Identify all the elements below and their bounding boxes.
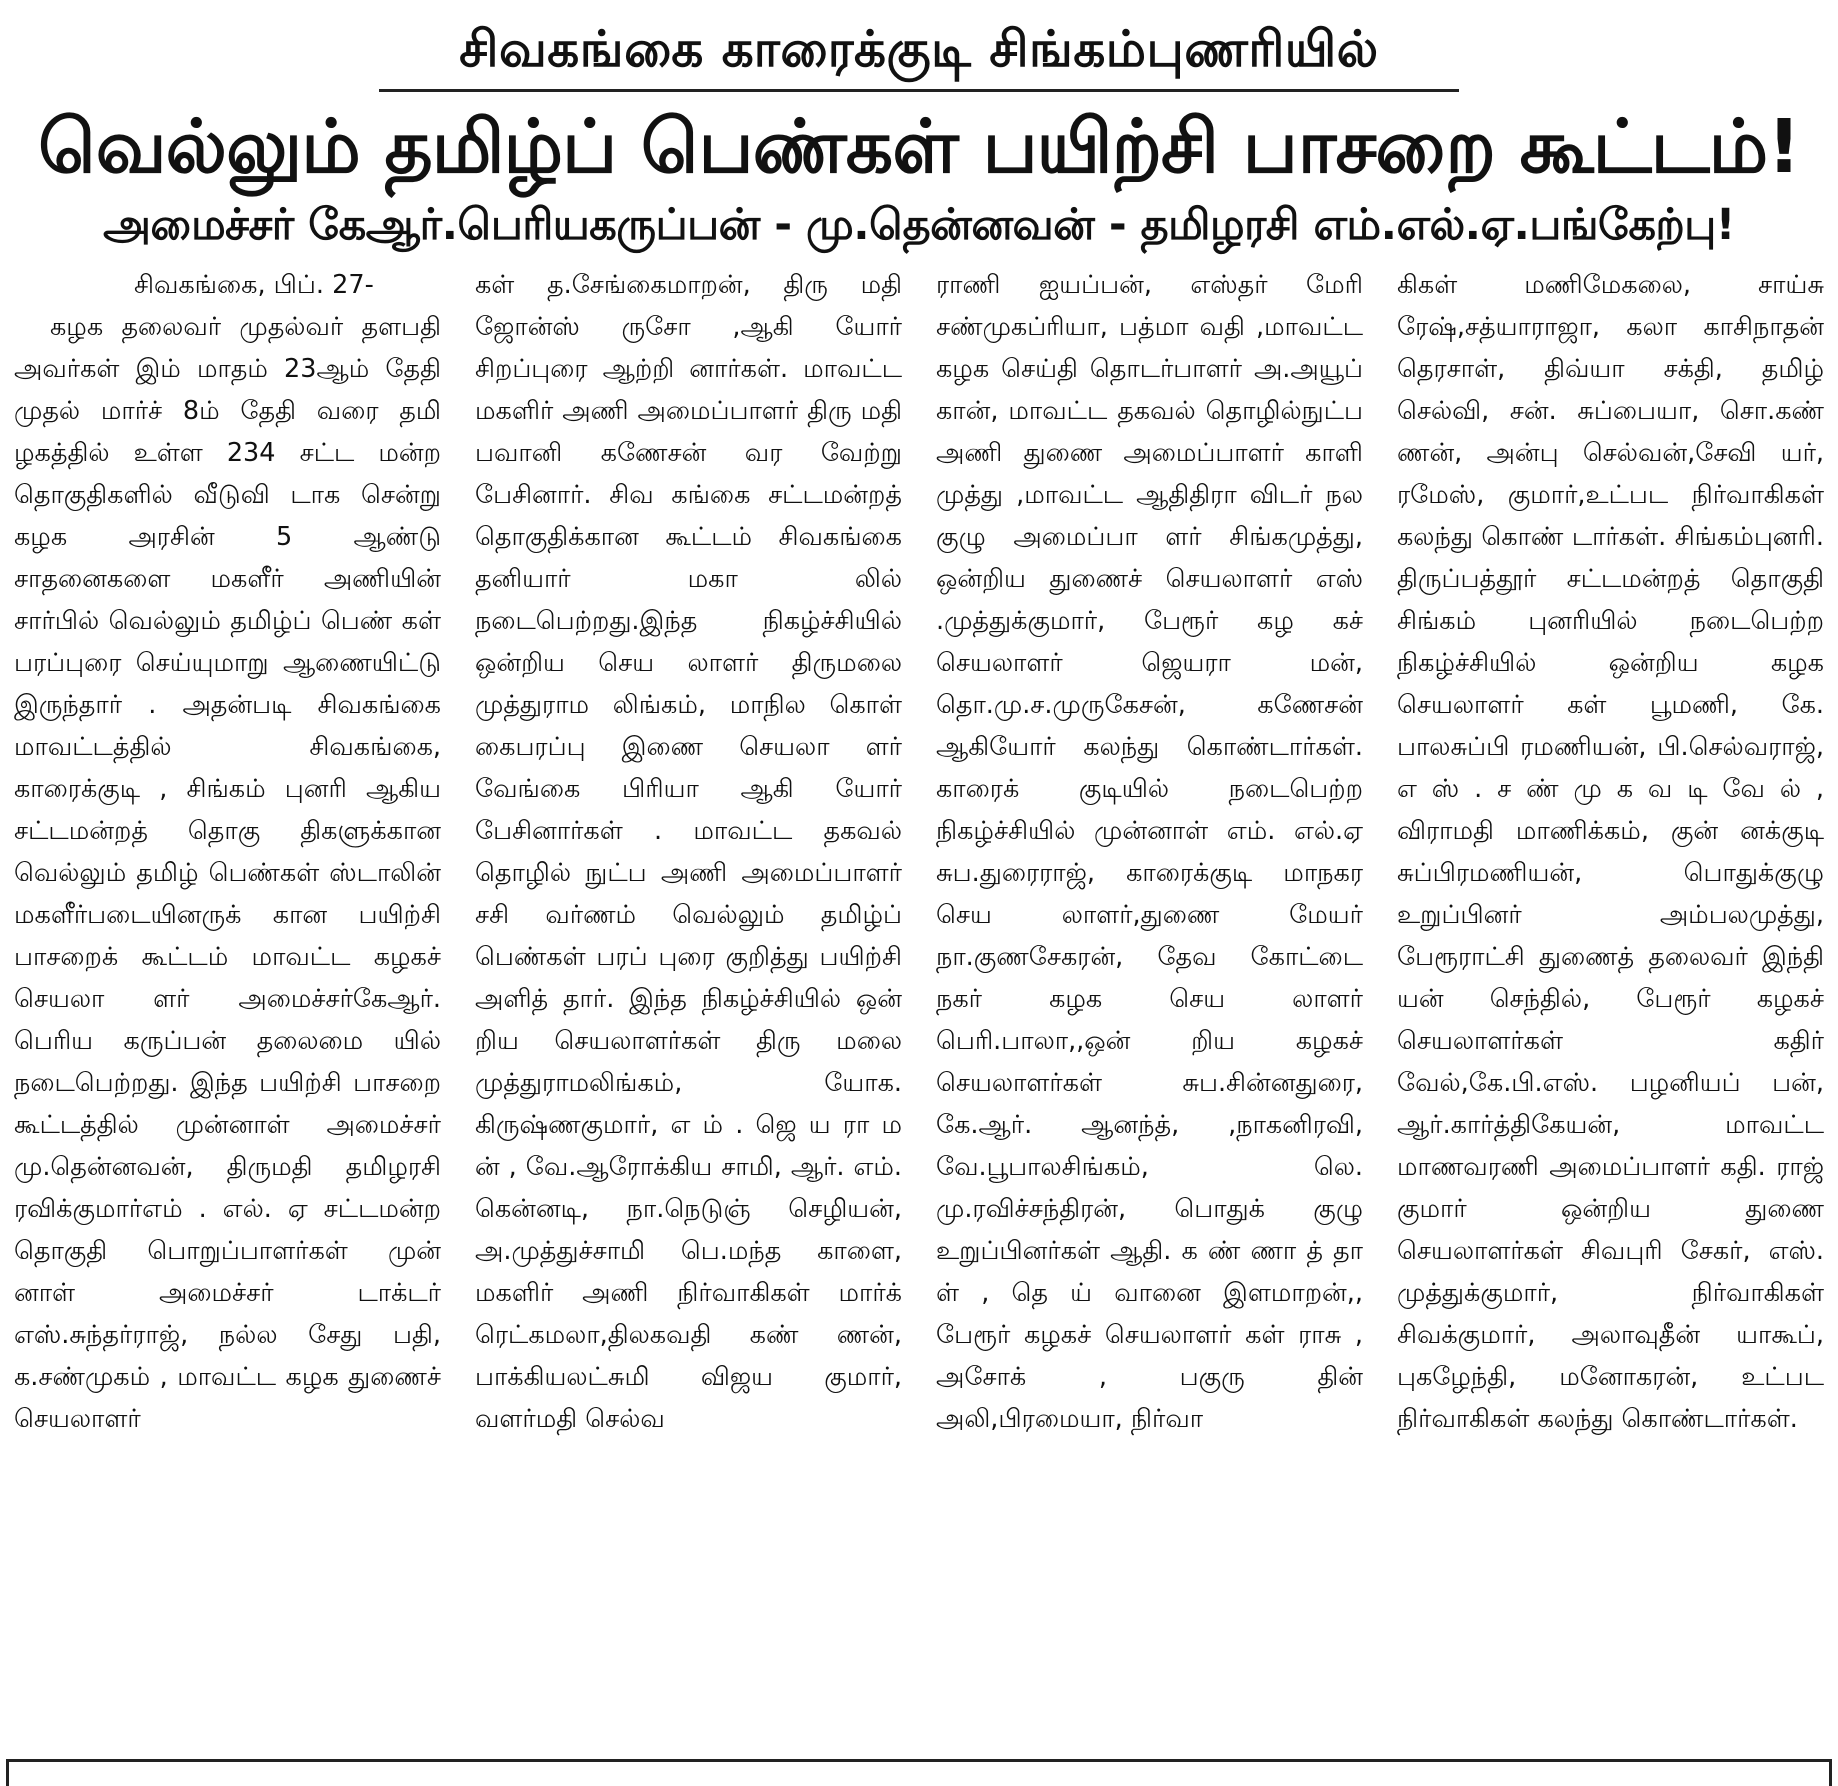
- column-2-text: கள் த.சேங்கைமாறன், திரு மதி ஜோன்ஸ் ருசோ ,ஆகி யோர் சிறப்புரை ஆற்றி னார்கள். மாவட்ட மகளிர் அணி அமைப்பாளர் திரு மதி பவானி கணேசன் வர வேற்று பேசினார். சிவ கங்கை சட்டமன்றத் தொகுதிக்கான கூட்டம் சிவகங்கை தனியார் மகா லில் நடைபெற்றது.இந்த நிகழ்ச்சியில் ஒன்றிய செய லாளர் திருமலை முத்துராம லிங்கம், மாநில கொள் கைபரப்பு இணை செயலா ளர் வேங்கை பிரியா ஆகி யோர் பேசினார்கள் . மாவட்ட தகவல் தொழில் நுட்ப அணி அமைப்பாளர் சசி வர்ணம் வெல்லும் தமிழ்ப் பெண்கள் பரப் புரை குறித்து பயிற்சி அளித் தார். இந்த நிகழ்ச்சியில் ஒன் றிய செயலாளர்கள் திரு மலை முத்துராமலிங்கம், யோக. கிருஷ்ணகுமார், எ ம் . ஜெ ய ரா ம ன் , வே.ஆரோக்கிய சாமி, ஆர். எம். கென்னடி, நா.நெடுஞ் செழியன், அ.முத்துச்சாமி பெ.மந்த காளை, மகளிர் அணி நிர்வாகிகள் மார்க் ரெட்கமலா,திலகவதி கண் ணன், பாக்கியலட்சுமி விஜய குமார், வளர்மதி செல்வ: [475, 269, 902, 1434]
- column-4-text: கிகள் மணிமேகலை, சாய்சு ரேஷ்,சத்யாராஜா, கலா காசிநாதன் தெரசாள், திவ்யா சக்தி, தமிழ் செல்வி, சன். சுப்பையா, சொ.கண் ணன், அன்பு செல்வன்,சேவி யர், ரமேஸ், குமார்,உட்பட நிர்வாகிகள் கலந்து கொண் டார்கள். சிங்கம்புனரி. திருப்பத்தூர் சட்டமன்றத் தொகுதி சிங்கம் புனரியில் நடைபெற்ற நிகழ்ச்சியில் ஒன்றிய கழக செயலாளர் கள் பூமணி, கே. பாலசுப்பி ரமணியன், பி.செல்வராஜ், எ ஸ் . ச ண் மு க வ டி வே ல் , விராமதி மாணிக்கம், குன் னக்குடி சுப்பிரமணியன், பொதுக்குழு உறுப்பினர் அம்பலமுத்து, பேரூராட்சி துணைத் தலைவர் இந்தி யன் செந்தில், பேரூர் கழகச் செயலாளர்கள் கதிர் வேல்,கே.பி.எஸ். பழனியப் பன், ஆர்.கார்த்திகேயன், மாவட்ட மாணவரணி அமைப்பாளர் கதி. ராஜ் குமார் ஒன்றிய துணை செயலாளர்கள் சிவபுரி சேகர், எஸ். முத்துக்குமார், நிர்வாகிகள் சிவக்குமார், அலாவுதீன் யாகூப், புகழேந்தி, மனோகரன், உட்பட நிர்வாகிகள் கலந்து கொண்டார்கள்.: [1397, 269, 1824, 1434]
- dateline: சிவகங்கை, பிப். 27-: [134, 269, 374, 300]
- article-column-2: [475, 264, 902, 1634]
- article-column-1: [14, 264, 441, 1634]
- subheadline: அமைச்சர் கேஆர்.பெரியகருப்பன் - மு.தென்னவன் - தமிழரசி எம்.எல்.ஏ.பங்கேற்பு!: [103, 199, 1735, 250]
- column-1-text: கழக தலைவர் முதல்வர் தளபதி அவர்கள் இம் மாதம் 23ஆம் தேதி முதல் மார்ச் 8ம் தேதி வரை தமி ழகத்தில் உள்ள 234 சட்ட மன்ற தொகுதிகளில் வீடுவி டாக சென்று கழக அரசின் 5 ஆண்டு சாதனைகளை மகளீர் அணியின் சார்பில் வெல்லும் தமிழ்ப் பெண் கள் பரப்புரை செய்யுமாறு ஆணையிட்டு இருந்தார் . அதன்படி சிவகங்கை மாவட்டத்தில் சிவகங்கை, காரைக்குடி , சிங்கம் புனரி ஆகிய சட்டமன்றத் தொகு திகளுக்கான வெல்லும் தமிழ் பெண்கள் ஸ்டாலின் மகளீர்படையினருக் கான பயிற்சி பாசறைக் கூட்டம் மாவட்ட கழகச் செயலா ளர் அமைச்சர்கேஆர். பெரிய கருப்பன் தலைமை யில் நடைபெற்றது. இந்த பயிற்சி பாசறை கூட்டத்தில் முன்னாள் அமைச்சர் மு.தென்னவன், திருமதி தமிழரசி ரவிக்குமார்எம் . எல். ஏ சட்டமன்ற தொகுதி பொறுப்பாளர்கள் முன் னாள் அமைச்சர் டாக்டர் எஸ்.சுந்தர்ராஜ், நல்ல சேது பதி, க.சண்முகம் , மாவட்ட கழக துணைச் செயலாளர்: [14, 311, 441, 1434]
- kicker-heading: சிவகங்கை காரைக்குடி சிங்கம்புணரியில்: [459, 20, 1379, 78]
- article-column-3: [936, 264, 1363, 1634]
- bottom-border: [6, 1759, 1832, 1786]
- article-column-4: [1397, 264, 1824, 1634]
- column-3-text: ராணி ஐயப்பன், எஸ்தர் மேரி சண்முகப்ரியா, பத்மா வதி ,மாவட்ட கழக செய்தி தொடர்பாளர் அ.அயூப் கான், மாவட்ட தகவல் தொழில்நுட்ப அணி துணை அமைப்பாளர் காளி முத்து ,மாவட்ட ஆதிதிரா விடர் நல குழு அமைப்பா ளர் சிங்கமுத்து, ஒன்றிய துணைச் செயலாளர் எஸ் .முத்துக்குமார், பேரூர் கழ கச் செயலாளர் ஜெயரா மன், தொ.மு.ச.முருகேசன், கணேசன் ஆகியோர் கலந்து கொண்டார்கள். காரைக் குடியில் நடைபெற்ற நிகழ்ச்சியில் முன்னாள் எம். எல்.ஏ சுப.துரைராஜ், காரைக்குடி மாநகர செய லாளர்,துணை மேயர் நா.குணசேகரன், தேவ கோட்டை நகர் கழக செய லாளர் பெரி.பாலா,,ஒன் றிய கழகச் செயலாளர்கள் சுப.சின்னதுரை, கே.ஆர். ஆனந்த், ,நாகனிரவி, வே.பூபாலசிங்கம், லெ. மு.ரவிச்சந்திரன், பொதுக் குழு உறுப்பினர்கள் ஆதி. க ண் ணா த் தா ள் , தெ ய் வானை இளமாறன்,, பேரூர் கழகச் செயலாளர் கள் ராசு , அசோக் , பகுரு தின் அலி,பிரமையா, நிர்வா: [936, 269, 1363, 1434]
- headline: வெல்லும் தமிழ்ப் பெண்கள் பயிற்சி பாசறை கூட்டம்!: [38, 103, 1800, 190]
- kicker-divider: [379, 89, 1459, 92]
- article-body: [14, 264, 1824, 1634]
